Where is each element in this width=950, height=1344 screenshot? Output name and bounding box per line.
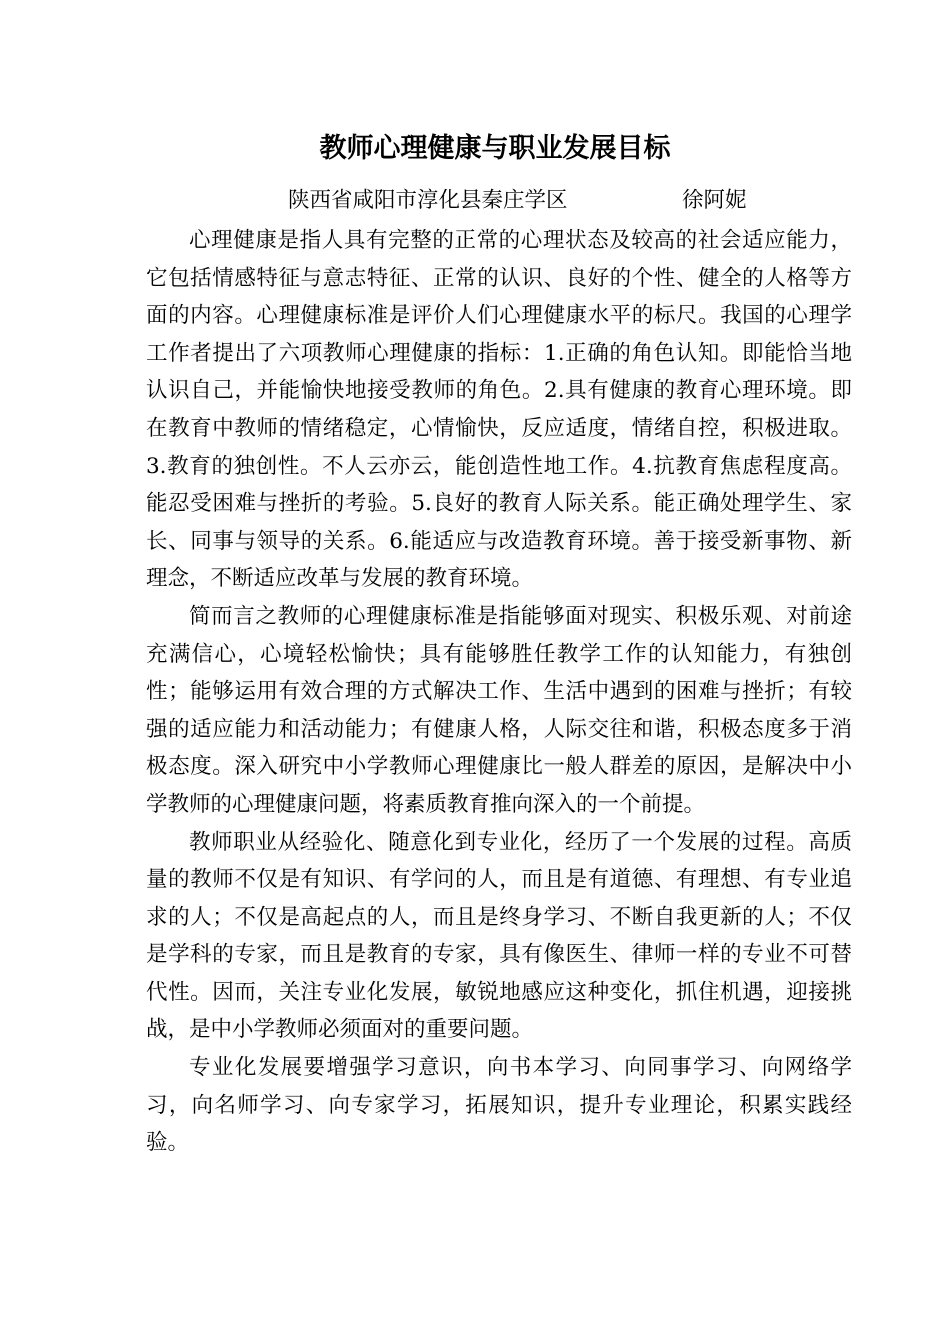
body-paragraph: 教师职业从经验化、随意化到专业化，经历了一个发展的过程。高质量的教师不仅是有知识、有学问的人，而且是有道德、有理想、有专业追求的人；不仅是高起点的人，而且是终身学习、不断自我更新的人；不仅是学科的专家，而且是教育的专家，具有像医生、律师一样的专业不可替代性。因而，关注专业化发展，敏锐地感应这种变化，抓住机遇，迎接挑战，是中小学教师必须面对的重要问题。: [146, 829, 852, 1043]
body-paragraph: 心理健康是指人具有完整的正常的心理状态及较高的社会适应能力，它包括情感特征与意志特征、正常的认识、良好的个性、健全的人格等方面的内容。心理健康标准是评价人们心理健康水平的标尺。我国的心理学工作者提出了六项教师心理健康的指标：1.正确的角色认知。即能恰当地认识自己，并能愉快地接受教师的角色。2.具有健康的教育心理环境。即在教育中教师的情绪稳定，心情愉快，反应适度，情绪自控，积极进取。3.教育的独创性。不人云亦云，能创造性地工作。4.抗教育焦虑程度高。能忍受困难与挫折的考验。5.良好的教育人际关系。能正确处理学生、家长、同事与领导的关系。6.能适应与改造教育环境。善于接受新事物、新理念，不断适应改革与发展的教育环境。: [146, 228, 852, 592]
document-body: [146, 222, 852, 1162]
body-paragraph: 专业化发展要增强学习意识，向书本学习、向同事学习、向网络学习，向名师学习、向专家学习，拓展知识，提升专业理论，积累实践经验。: [146, 1055, 852, 1156]
document-title: 教师心理健康与职业发展目标: [319, 133, 671, 164]
body-paragraph: 简而言之教师的心理健康标准是指能够面对现实、积极乐观、对前途充满信心，心境轻松愉快；具有能够胜任教学工作的认知能力，有独创性；能够运用有效合理的方式解决工作、生活中遇到的困难与挫折；有较强的适应能力和活动能力；有健康人格，人际交往和谐，积极态度多于消极态度。深入研究中小学教师心理健康比一般人群差的原因，是解决中小学教师的心理健康问题，将素质教育推向深入的一个前提。: [146, 603, 852, 817]
author-affiliation: 陕西省咸阳市淳化县秦庄学区: [288, 188, 568, 213]
author-name: 徐阿妮: [682, 188, 747, 213]
